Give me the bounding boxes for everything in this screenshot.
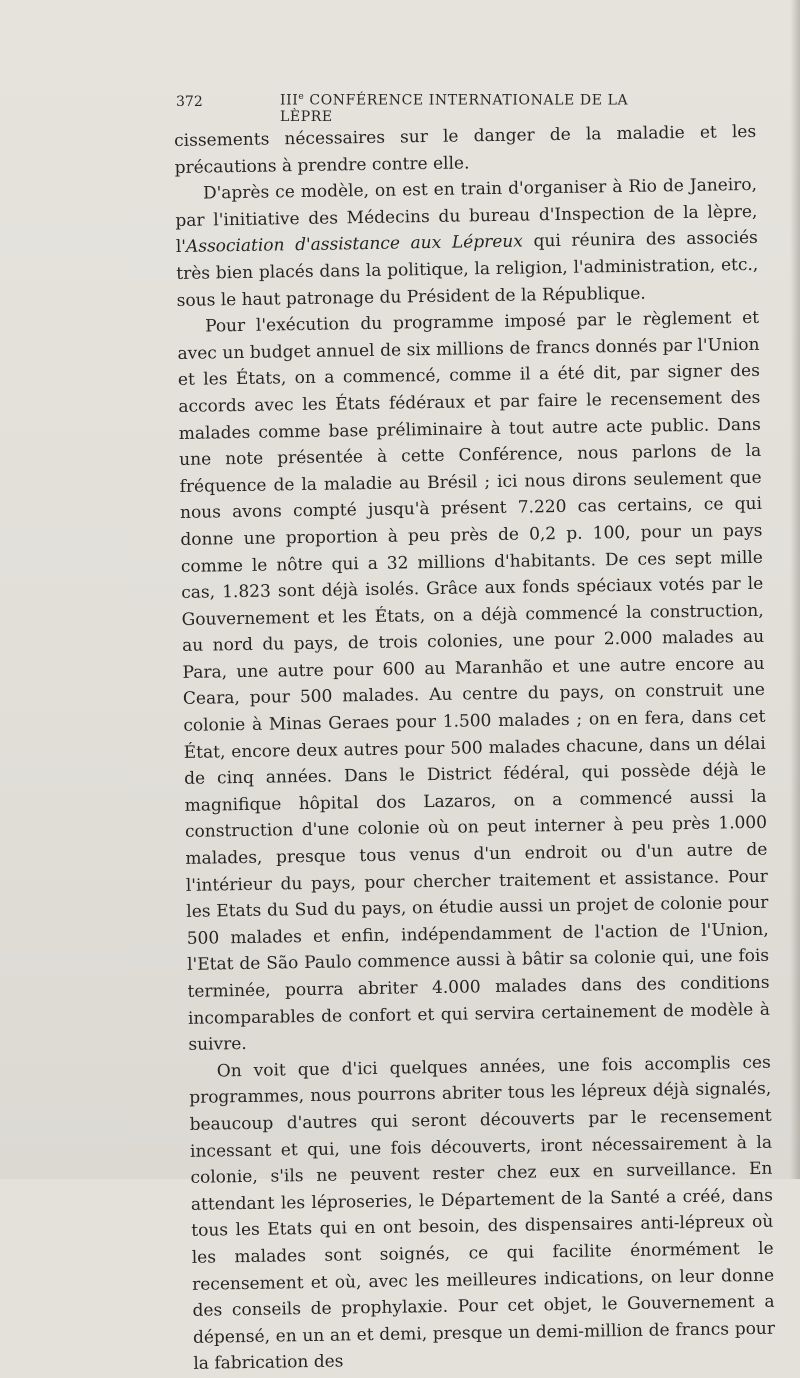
paragraph-programme (177, 305, 771, 1059)
body-text (174, 119, 776, 1378)
running-title-text: CONFÉRENCE INTERNATIONALE DE LA LÈPRE (280, 92, 629, 125)
running-title-roman: III (280, 92, 299, 109)
paragraph-text: cissements nécessaires sur le danger de la maladie et les précautions à prendre contre elle. (174, 121, 757, 178)
paragraph-text: Pour l'exécution du programme imposé par le règlement et avec un budget annuel de six millions de francs donnés par l'Union et les États, on a commencé, comme il a été dit, par signer des accords avec les États fédéraux et par faire le recensement des malades comme base préliminaire à tout autre acte public. Dans une note présentée à cette Conférence, nous parlons de la fréquence de la maladie au Brésil ; ici nous dirons seulement que nous avons compté jusqu'à présent 7.220 cas certains, ce qui donne une proportion à peu près de 0,2 p. 100, pour un pays comme le nôtre qui a 32 millions d'habitants. De ces sept mille cas, 1.823 sont déjà isolés. Grâce aux fonds spéciaux votés par le Gouvernement et les États, on a déjà commencé la construction, au nord du pays, de trois colonies, une pour 2.000 malades au Para, une autre pour 600 au Maranhão et une autre encore au Ceara, pour 500 malades. Au centre du pays, on construit une colonie à Minas Geraes pour 1.500 malades ; on en fera, dans cet État, encore deux autres pour 500 malades chacune, dans un délai de cinq années. Dans le District fédéral, qui possède déjà le magnifique hôpital dos Lazaros, on a commencé aussi la construction d'une colonie où on peut interner à peu près 1.000 malades, presque tous venus d'un endroit ou d'un autre de l'intérieur du pays, pour chercher traitement et assistance. Pour les Etats du Sud du pays, on étudie aussi un projet de colonie pour 500 malades et enfin, indépendamment de l'action de l'Union, l'Etat de São Paulo commence aussi à bâtir sa colonie qui, une fois terminée, pourra abriter 4.000 malades dans des conditions incomparables de confort et qui servira certainement de modèle à suivre. (177, 307, 771, 1056)
paragraph-continuation (174, 119, 757, 181)
association-name: Association d'assistance aux Lépreux (185, 231, 524, 258)
ordinal-superscript: e (298, 92, 305, 102)
page-number: 372 (176, 94, 203, 110)
page-edge-shadow (790, 0, 800, 1179)
paragraph-association (175, 172, 759, 314)
paragraph-text: D'après ce modèle, on est en train d'organiser à Rio de Janeiro, par l'initiative des Médecins du bureau d'Inspection de la lèpre, l' (175, 175, 758, 258)
paragraph-outlook (189, 1050, 776, 1378)
paragraph-text: qui réunira des associés très bien placés dans la politique, la religion, l'administration, etc., sous le haut patronage du Président de la République. (176, 228, 759, 311)
running-title (280, 92, 666, 125)
paragraph-text: On voit que d'ici quelques années, une fois accomplis ces programmes, nous pourrons abriter tous les lépreux déjà signalés, beaucoup d'autres qui seront découverts par le recensement incessant et qui, une fois découverts, iront nécessairement à la colonie, s'ils ne peuvent rester chez eux en surveillance. En attendant les léproseries, le Département de la Santé a créé, dans tous les Etats qui en ont besoin, des dispensaires anti-lépreux où les malades sont soignés, ce qui facilite énormément le recensement et où, avec les meilleures indications, on leur donne des conseils de prophylaxie. Pour cet objet, le Gouvernement a dépensé, en un an et demi, presque un demi-million de francs pour la fabrication des (189, 1052, 776, 1375)
running-header (176, 92, 666, 125)
